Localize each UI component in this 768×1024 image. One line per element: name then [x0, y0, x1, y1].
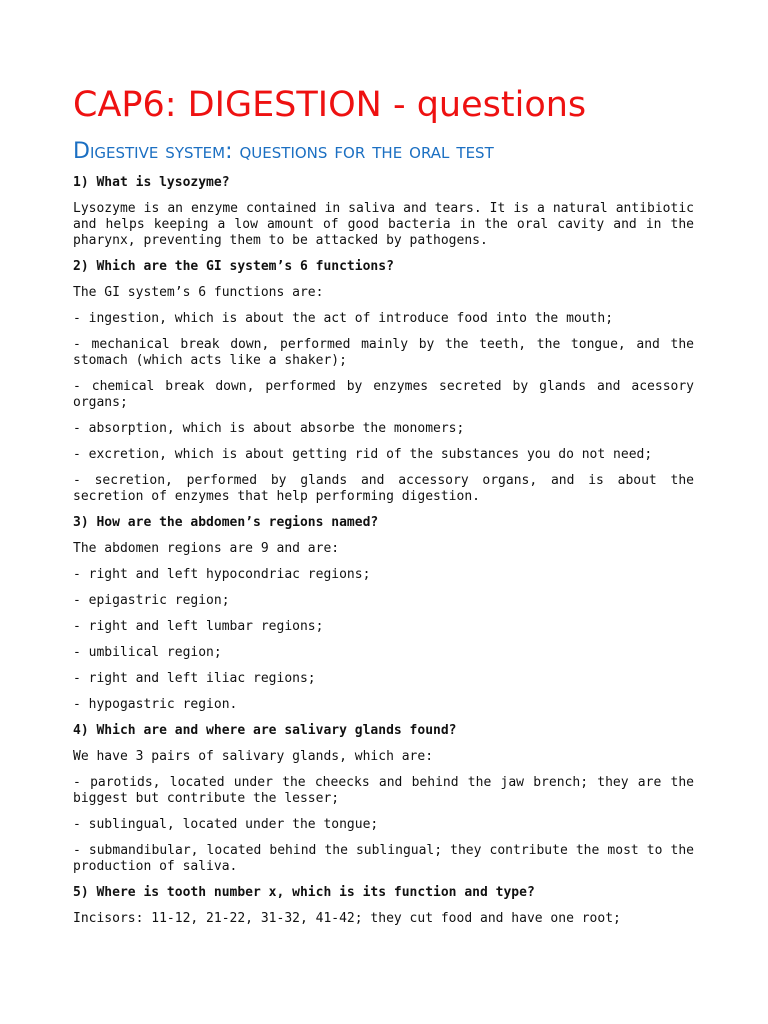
document-title: CAP6: DIGESTION - questions — [73, 85, 587, 125]
answer-paragraph: Incisors: 11-12, 21-22, 31-32, 41-42; they cut food and have one root; — [73, 911, 621, 926]
answer-paragraph: The GI system’s 6 functions are: — [73, 285, 324, 300]
question-heading: 3) How are the abdomen’s regions named? — [73, 515, 379, 530]
answer-paragraph: Lysozyme is an enzyme contained in saliva and tears. It is a natural antibiotic and helps keeping a low amount of good bacteria in the oral cavity and in the pharynx, preventing them to be attacked by pathogens. — [73, 201, 694, 248]
document-subtitle: Digestive system: questions for the oral test — [73, 139, 494, 164]
question-heading: 5) Where is tooth number x, which is its function and type? — [73, 885, 535, 900]
question-heading: 2) Which are the GI system’s 6 functions? — [73, 259, 394, 274]
answer-list-item: - ingestion, which is about the act of introduce food into the mouth; — [73, 311, 614, 326]
answer-list-item: - secretion, performed by glands and accessory organs, and is about the secretion of enzymes that help performing digestion. — [73, 473, 694, 504]
answer-list-item: - right and left hypocondriac regions; — [73, 567, 371, 582]
answer-list-item: - parotids, located under the cheecks and behind the jaw brench; they are the biggest but contribute the lesser; — [73, 775, 694, 806]
question-heading: 1) What is lysozyme? — [73, 175, 230, 190]
answer-list-item: - submandibular, located behind the sublingual; they contribute the most to the production of saliva. — [73, 843, 694, 874]
answer-paragraph: The abdomen regions are 9 and are: — [73, 541, 340, 556]
answer-list-item: - mechanical break down, performed mainly by the teeth, the tongue, and the stomach (which acts like a shaker); — [73, 337, 694, 368]
answer-list-item: - excretion, which is about getting rid of the substances you do not need; — [73, 447, 653, 462]
answer-list-item: - epigastric region; — [73, 593, 230, 608]
answer-list-item: - right and left lumbar regions; — [73, 619, 324, 634]
answer-list-item: - absorption, which is about absorbe the monomers; — [73, 421, 465, 436]
answer-list-item: - sublingual, located under the tongue; — [73, 817, 379, 832]
answer-list-item: - chemical break down, performed by enzymes secreted by glands and acessory organs; — [73, 379, 694, 410]
document-page — [73, 82, 694, 937]
question-heading: 4) Which are and where are salivary glands found? — [73, 723, 457, 738]
answer-paragraph: We have 3 pairs of salivary glands, which are: — [73, 749, 434, 764]
answer-list-item: - umbilical region; — [73, 645, 222, 660]
answer-list-item: - right and left iliac regions; — [73, 671, 316, 686]
answer-list-item: - hypogastric region. — [73, 697, 238, 712]
